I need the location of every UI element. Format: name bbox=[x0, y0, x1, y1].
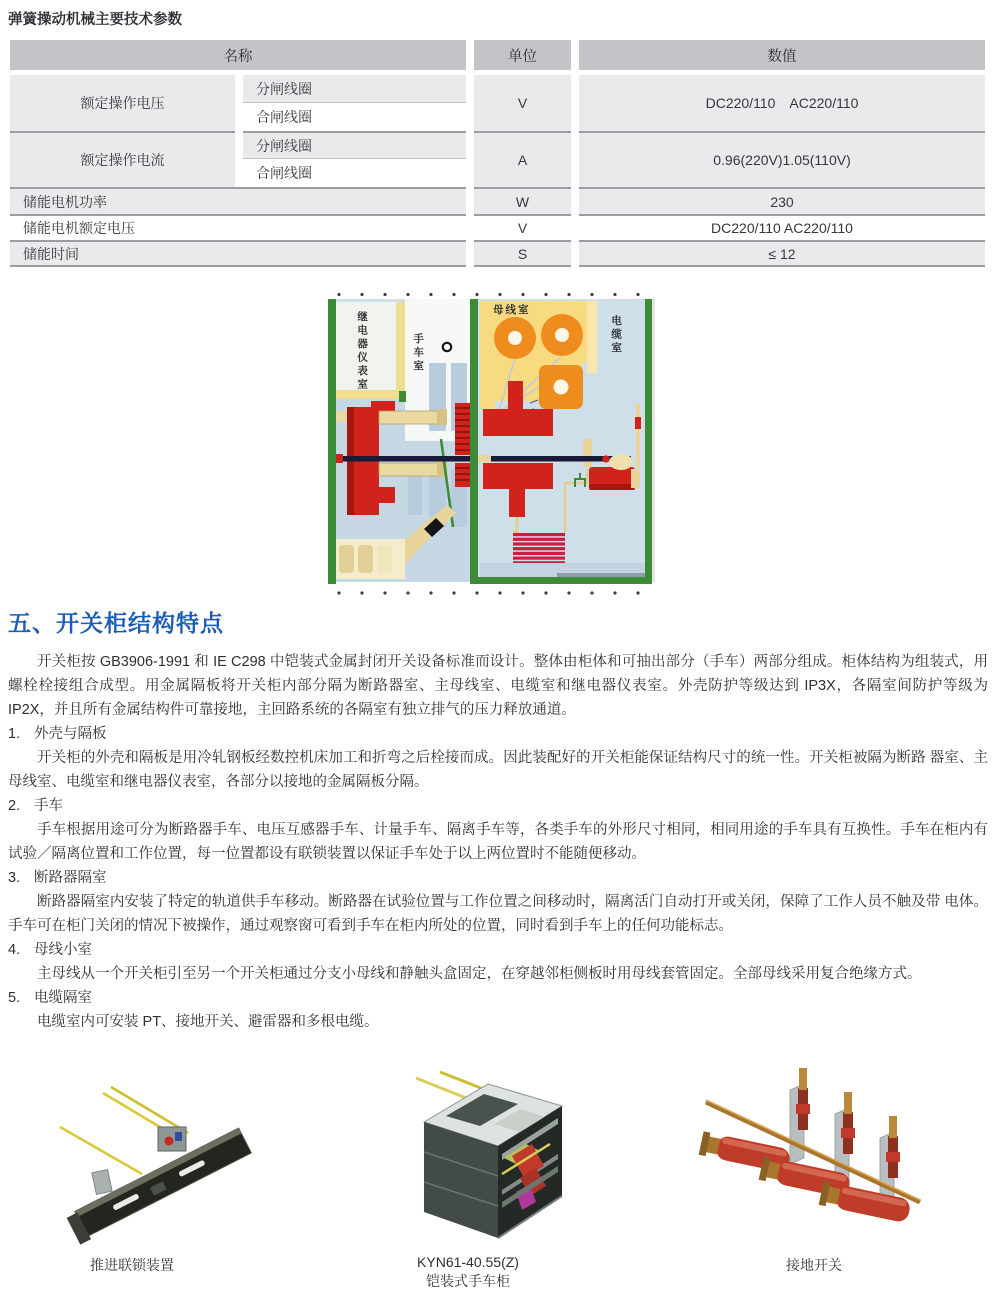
switchgear-section-diagram bbox=[325, 291, 655, 598]
page-title: 弹簧操动机械主要技术参数 bbox=[8, 12, 182, 28]
item-title: 手车 bbox=[34, 798, 63, 814]
diagram-label-relay-room: 继电器仪表室 bbox=[356, 311, 369, 392]
item-body: 主母线从一个开关柜引至另一个开关柜通过分支小母线和静触头盒固定，在穿越邻柜侧板时用母线套管固定。全部母线采用复合绝缘方式。 bbox=[37, 966, 922, 982]
figure-interlock-device bbox=[48, 1075, 283, 1255]
item-number: 2. bbox=[8, 798, 21, 814]
interlock-device-image bbox=[48, 1075, 283, 1250]
item-number: 4. bbox=[8, 942, 21, 958]
item-body: 手车根据用途可分为断路器手车、电压互感器手车、计量手车、隔离手车等，各类手车的外形尺寸相同，相同用途的手车具有互换性。手车在柜内有试验／隔离位置和工作位置，每一位置都设有联锁装置以保证手车处于以上两位置时不能随便移动。 bbox=[8, 822, 988, 862]
intro-paragraph: 开关柜按 GB3906-1991 和 IE C298 中铠装式金属封闭开关设备标准而设计。整体由柜体和可抽出部分（手车）两部分组成。柜体结构为组装式，用螺栓栓接组合成型。用金属隔板将开关柜内部分隔为断路器室、主母线室、电缆室和继电器仪表室。外壳防护等级达到 IP3X，各隔室间防护等级为 IP2X，并且所有金属结构件可靠接地，主回路系统的各隔室有独立排气的压力释放通道。 bbox=[8, 654, 988, 718]
row-energy-time-name: 储能时间 bbox=[10, 240, 466, 267]
row-motor-power-name: 储能电机功率 bbox=[10, 187, 466, 214]
list-item bbox=[8, 794, 988, 866]
cabinet-type-text: 铠装式手车柜 bbox=[426, 1273, 510, 1289]
table-header-unit: 单位 bbox=[474, 40, 571, 70]
item-title: 断路器隔室 bbox=[34, 870, 107, 886]
armored-cabinet-image bbox=[398, 1062, 568, 1247]
parameters-table bbox=[10, 40, 985, 267]
item-number: 5. bbox=[8, 990, 21, 1006]
row-voltage-name: 额定操作电压 bbox=[10, 75, 235, 131]
earthing-switch-image bbox=[698, 1062, 928, 1242]
list-item bbox=[8, 938, 988, 986]
row-motor-voltage-unit: V bbox=[474, 214, 571, 240]
row-voltage-value: DC220/110 AC220/110 bbox=[579, 75, 985, 131]
table-header-name: 名称 bbox=[10, 40, 466, 70]
item-title: 外壳与隔板 bbox=[34, 726, 107, 742]
diagram-label-cable-room: 电缆室 bbox=[610, 315, 623, 356]
row-voltage-unit: V bbox=[474, 75, 571, 131]
row-voltage-sub2: 合闸线圈 bbox=[243, 103, 466, 131]
figure-earthing-switch bbox=[698, 1062, 928, 1247]
item-number: 3. bbox=[8, 870, 21, 886]
list-item bbox=[8, 986, 988, 1034]
row-current-sub2: 合闸线圈 bbox=[243, 159, 466, 187]
row-current-name: 额定操作电流 bbox=[10, 131, 235, 187]
item-title: 电缆隔室 bbox=[34, 990, 92, 1006]
diagram-label-busbar-room: 母线室 bbox=[493, 304, 531, 316]
row-motor-voltage-value: DC220/110 AC220/110 bbox=[579, 214, 985, 240]
section-heading: 五、开关柜结构特点 bbox=[8, 610, 224, 636]
row-motor-power-unit: W bbox=[474, 187, 571, 214]
row-voltage-sub1: 分闸线圈 bbox=[243, 75, 466, 103]
figure-armored-cabinet bbox=[398, 1062, 568, 1252]
table-header-value: 数值 bbox=[579, 40, 985, 70]
row-energy-time-unit: S bbox=[474, 240, 571, 267]
row-current-unit: A bbox=[474, 131, 571, 187]
row-motor-power-value: 230 bbox=[579, 187, 985, 214]
item-number: 1. bbox=[8, 726, 21, 742]
list-item bbox=[8, 722, 988, 794]
figure-caption-earthing-switch: 接地开关 bbox=[786, 1257, 842, 1273]
item-title: 母线小室 bbox=[34, 942, 92, 958]
section-body bbox=[8, 650, 988, 1034]
row-motor-voltage-name: 储能电机额定电压 bbox=[10, 214, 466, 240]
row-current-value: 0.96(220V)1.05(110V) bbox=[579, 131, 985, 187]
item-body: 断路器隔室内安装了特定的轨道供手车移动。断路器在试验位置与工作位置之间移动时，隔离活门自动打开或关闭，保障了工作人员不触及带 电体。手车可在柜门关闭的情况下被操作，通过观察窗可看到手车在柜内所处的位置，同时看到手车上的任何功能标志。 bbox=[8, 894, 988, 934]
figure-caption-interlock: 推进联锁装置 bbox=[90, 1257, 174, 1273]
row-energy-time-value: ≤ 12 bbox=[579, 240, 985, 267]
cabinet-model-text: KYN61-40.55(Z) bbox=[417, 1254, 519, 1270]
row-current-sub1: 分闸线圈 bbox=[243, 131, 466, 159]
list-item bbox=[8, 866, 988, 938]
item-body: 开关柜的外壳和隔板是用冷轧钢板经数控机床加工和折弯之后栓接而成。因此装配好的开关柜能保证结构尺寸的统一性。开关柜被隔为断路 器室、主母线室、电缆室和继电器仪表室，各部分以接地的金属隔板分隔。 bbox=[8, 750, 988, 790]
figure-caption-cabinet bbox=[388, 1253, 548, 1291]
item-body: 电缆室内可安装 PT、接地开关、避雷器和多根电缆。 bbox=[37, 1014, 379, 1030]
diagram-label-handcart-room: 手车室 bbox=[412, 333, 425, 374]
section-diagram-drawing bbox=[325, 291, 655, 598]
